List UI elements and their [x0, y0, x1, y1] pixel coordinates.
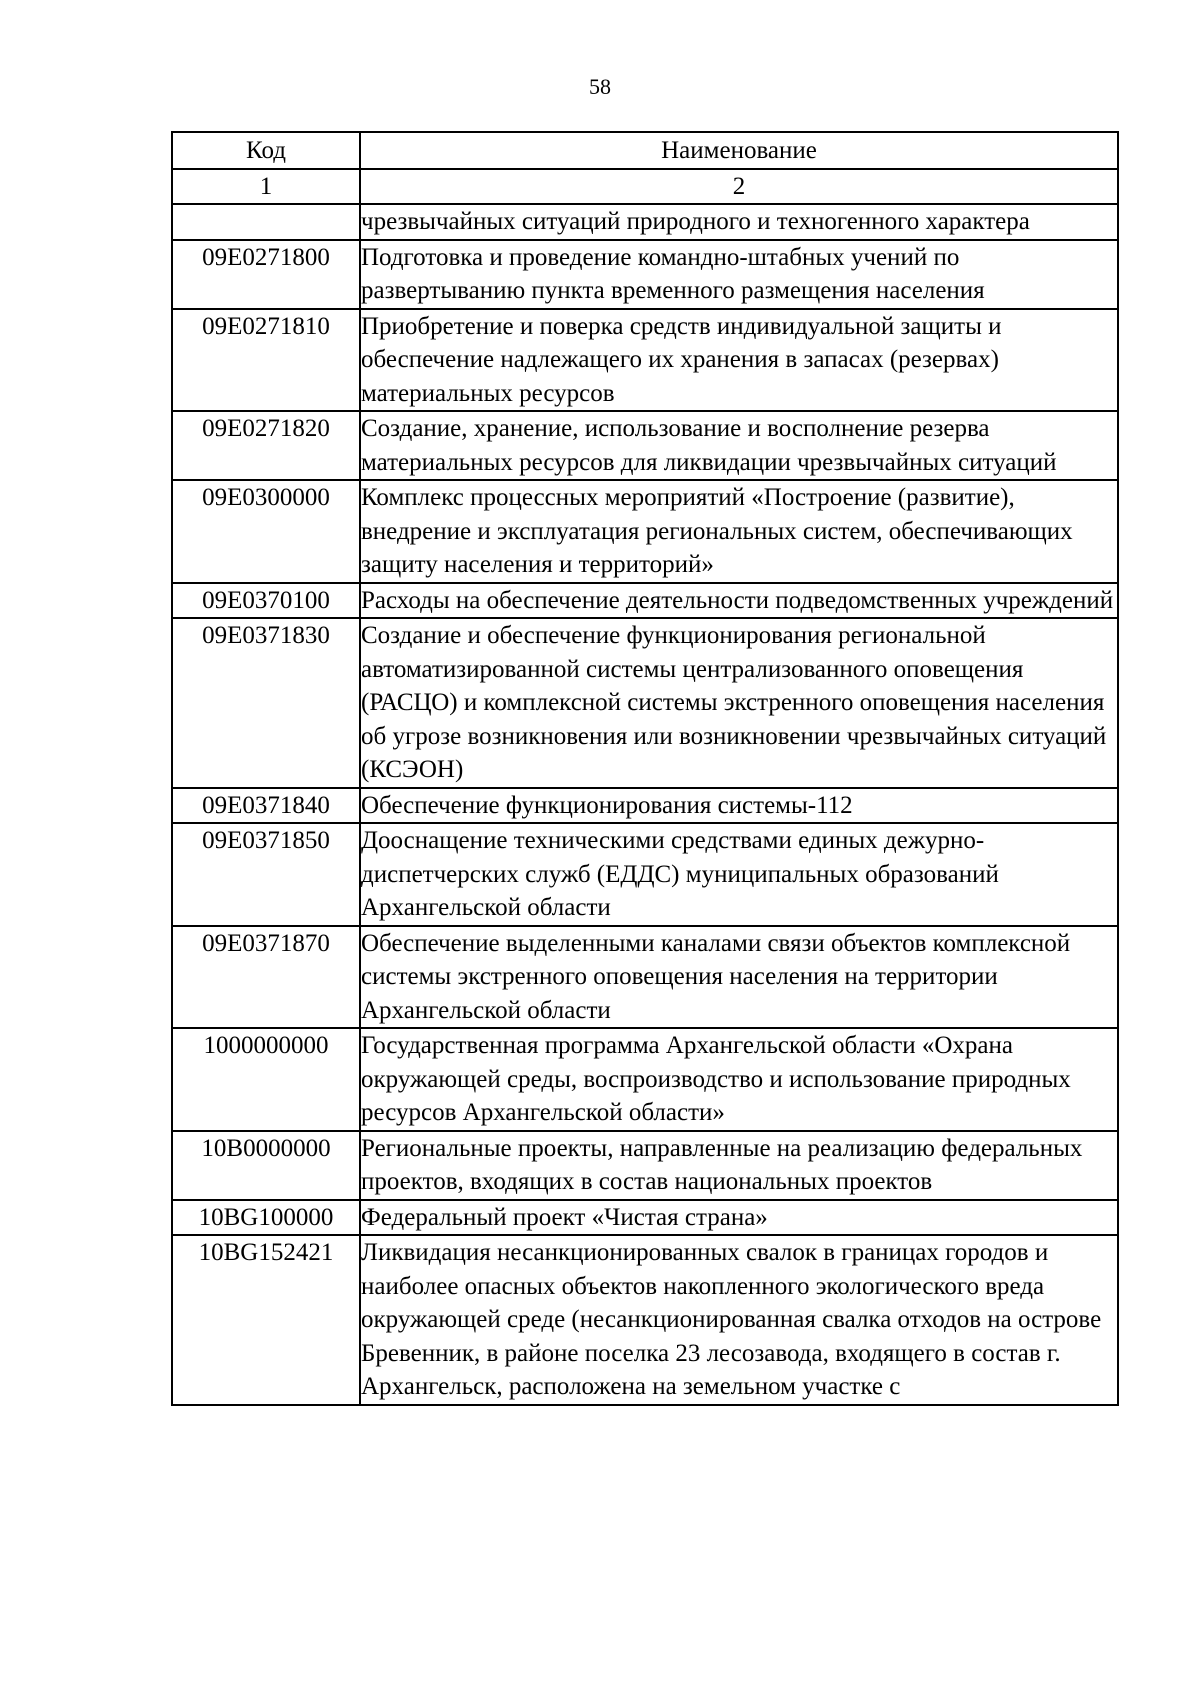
table-row: [172, 204, 1118, 240]
row-name: Дооснащение техническими средствами единых дежурно-диспетчерских служб (ЕДДС) муниципальных образований Архангельской области: [360, 823, 1118, 926]
row-code: 10ВG100000: [172, 1200, 360, 1236]
row-code: 09Е0371870: [172, 926, 360, 1029]
column-number-row: [172, 169, 1118, 204]
table-row: [172, 1235, 1118, 1405]
column-number-2: 2: [360, 169, 1118, 204]
row-name: Региональные проекты, направленные на реализацию федеральных проектов, входящих в состав национальных проектов: [360, 1131, 1118, 1200]
row-code: 09Е0370100: [172, 583, 360, 619]
budget-codes-table: [171, 131, 1119, 1406]
table-row: [172, 480, 1118, 583]
page-number: 58: [589, 74, 611, 99]
table-row: [172, 788, 1118, 824]
column-number-1: 1: [172, 169, 360, 204]
row-name: Обеспечение выделенными каналами связи объектов комплексной системы экстренного оповещения населения на территории Архангельской области: [360, 926, 1118, 1029]
row-code: 09Е0271810: [172, 309, 360, 412]
table-header-row: [172, 132, 1118, 169]
row-code: 10В0000000: [172, 1131, 360, 1200]
row-code: 09Е0271800: [172, 240, 360, 309]
row-name: Комплекс процессных мероприятий «Построение (развитие), внедрение и эксплуатация региональных систем, обеспечивающих защиту населения и территорий»: [360, 480, 1118, 583]
table-row: [172, 1200, 1118, 1236]
table-row: [172, 926, 1118, 1029]
table-row: [172, 1028, 1118, 1131]
row-name: Государственная программа Архангельской области «Охрана окружающей среды, воспроизводство и использование природных ресурсов Архангельской области»: [360, 1028, 1118, 1131]
table-row: [172, 1131, 1118, 1200]
row-name: Обеспечение функционирования системы-112: [360, 788, 1118, 824]
row-name: Федеральный проект «Чистая страна»: [360, 1200, 1118, 1236]
row-name: Создание и обеспечение функционирования региональной автоматизированной системы централизованного оповещения (РАСЦО) и комплексной системы экстренного оповещения населения об угрозе возникновения или возникновении чрезвычайных ситуаций (КСЭОН): [360, 618, 1118, 788]
row-name: Создание, хранение, использование и восполнение резерва материальных ресурсов для ликвидации чрезвычайных ситуаций: [360, 411, 1118, 480]
row-code: 09Е0371840: [172, 788, 360, 824]
row-code: 09Е0300000: [172, 480, 360, 583]
header-code: Код: [172, 132, 360, 169]
row-name: Расходы на обеспечение деятельности подведомственных учреждений: [360, 583, 1118, 619]
row-code: 09Е0371830: [172, 618, 360, 788]
row-code: [172, 204, 360, 240]
row-code: 09Е0371850: [172, 823, 360, 926]
row-code: 09Е0271820: [172, 411, 360, 480]
table-row: [172, 240, 1118, 309]
table-row: [172, 823, 1118, 926]
row-name: Подготовка и проведение командно-штабных учений по развертыванию пункта временного размещения населения: [360, 240, 1118, 309]
row-name: Ликвидация несанкционированных свалок в границах городов и наиболее опасных объектов накопленного экологического вреда окружающей среде (несанкционированная свалка отходов на острове Бревенник, в районе поселка 23 лесозавода, входящего в состав г. Архангельск, расположена на земельном участке с: [360, 1235, 1118, 1405]
table-row: [172, 411, 1118, 480]
row-name: Приобретение и поверка средств индивидуальной защиты и обеспечение надлежащего их хранения в запасах (резервах) материальных ресурсов: [360, 309, 1118, 412]
row-name: чрезвычайных ситуаций природного и техногенного характера: [360, 204, 1118, 240]
table-row: [172, 618, 1118, 788]
row-code: 1000000000: [172, 1028, 360, 1131]
header-name: Наименование: [360, 132, 1118, 169]
row-code: 10ВG152421: [172, 1235, 360, 1405]
table-row: [172, 583, 1118, 619]
table-row: [172, 309, 1118, 412]
